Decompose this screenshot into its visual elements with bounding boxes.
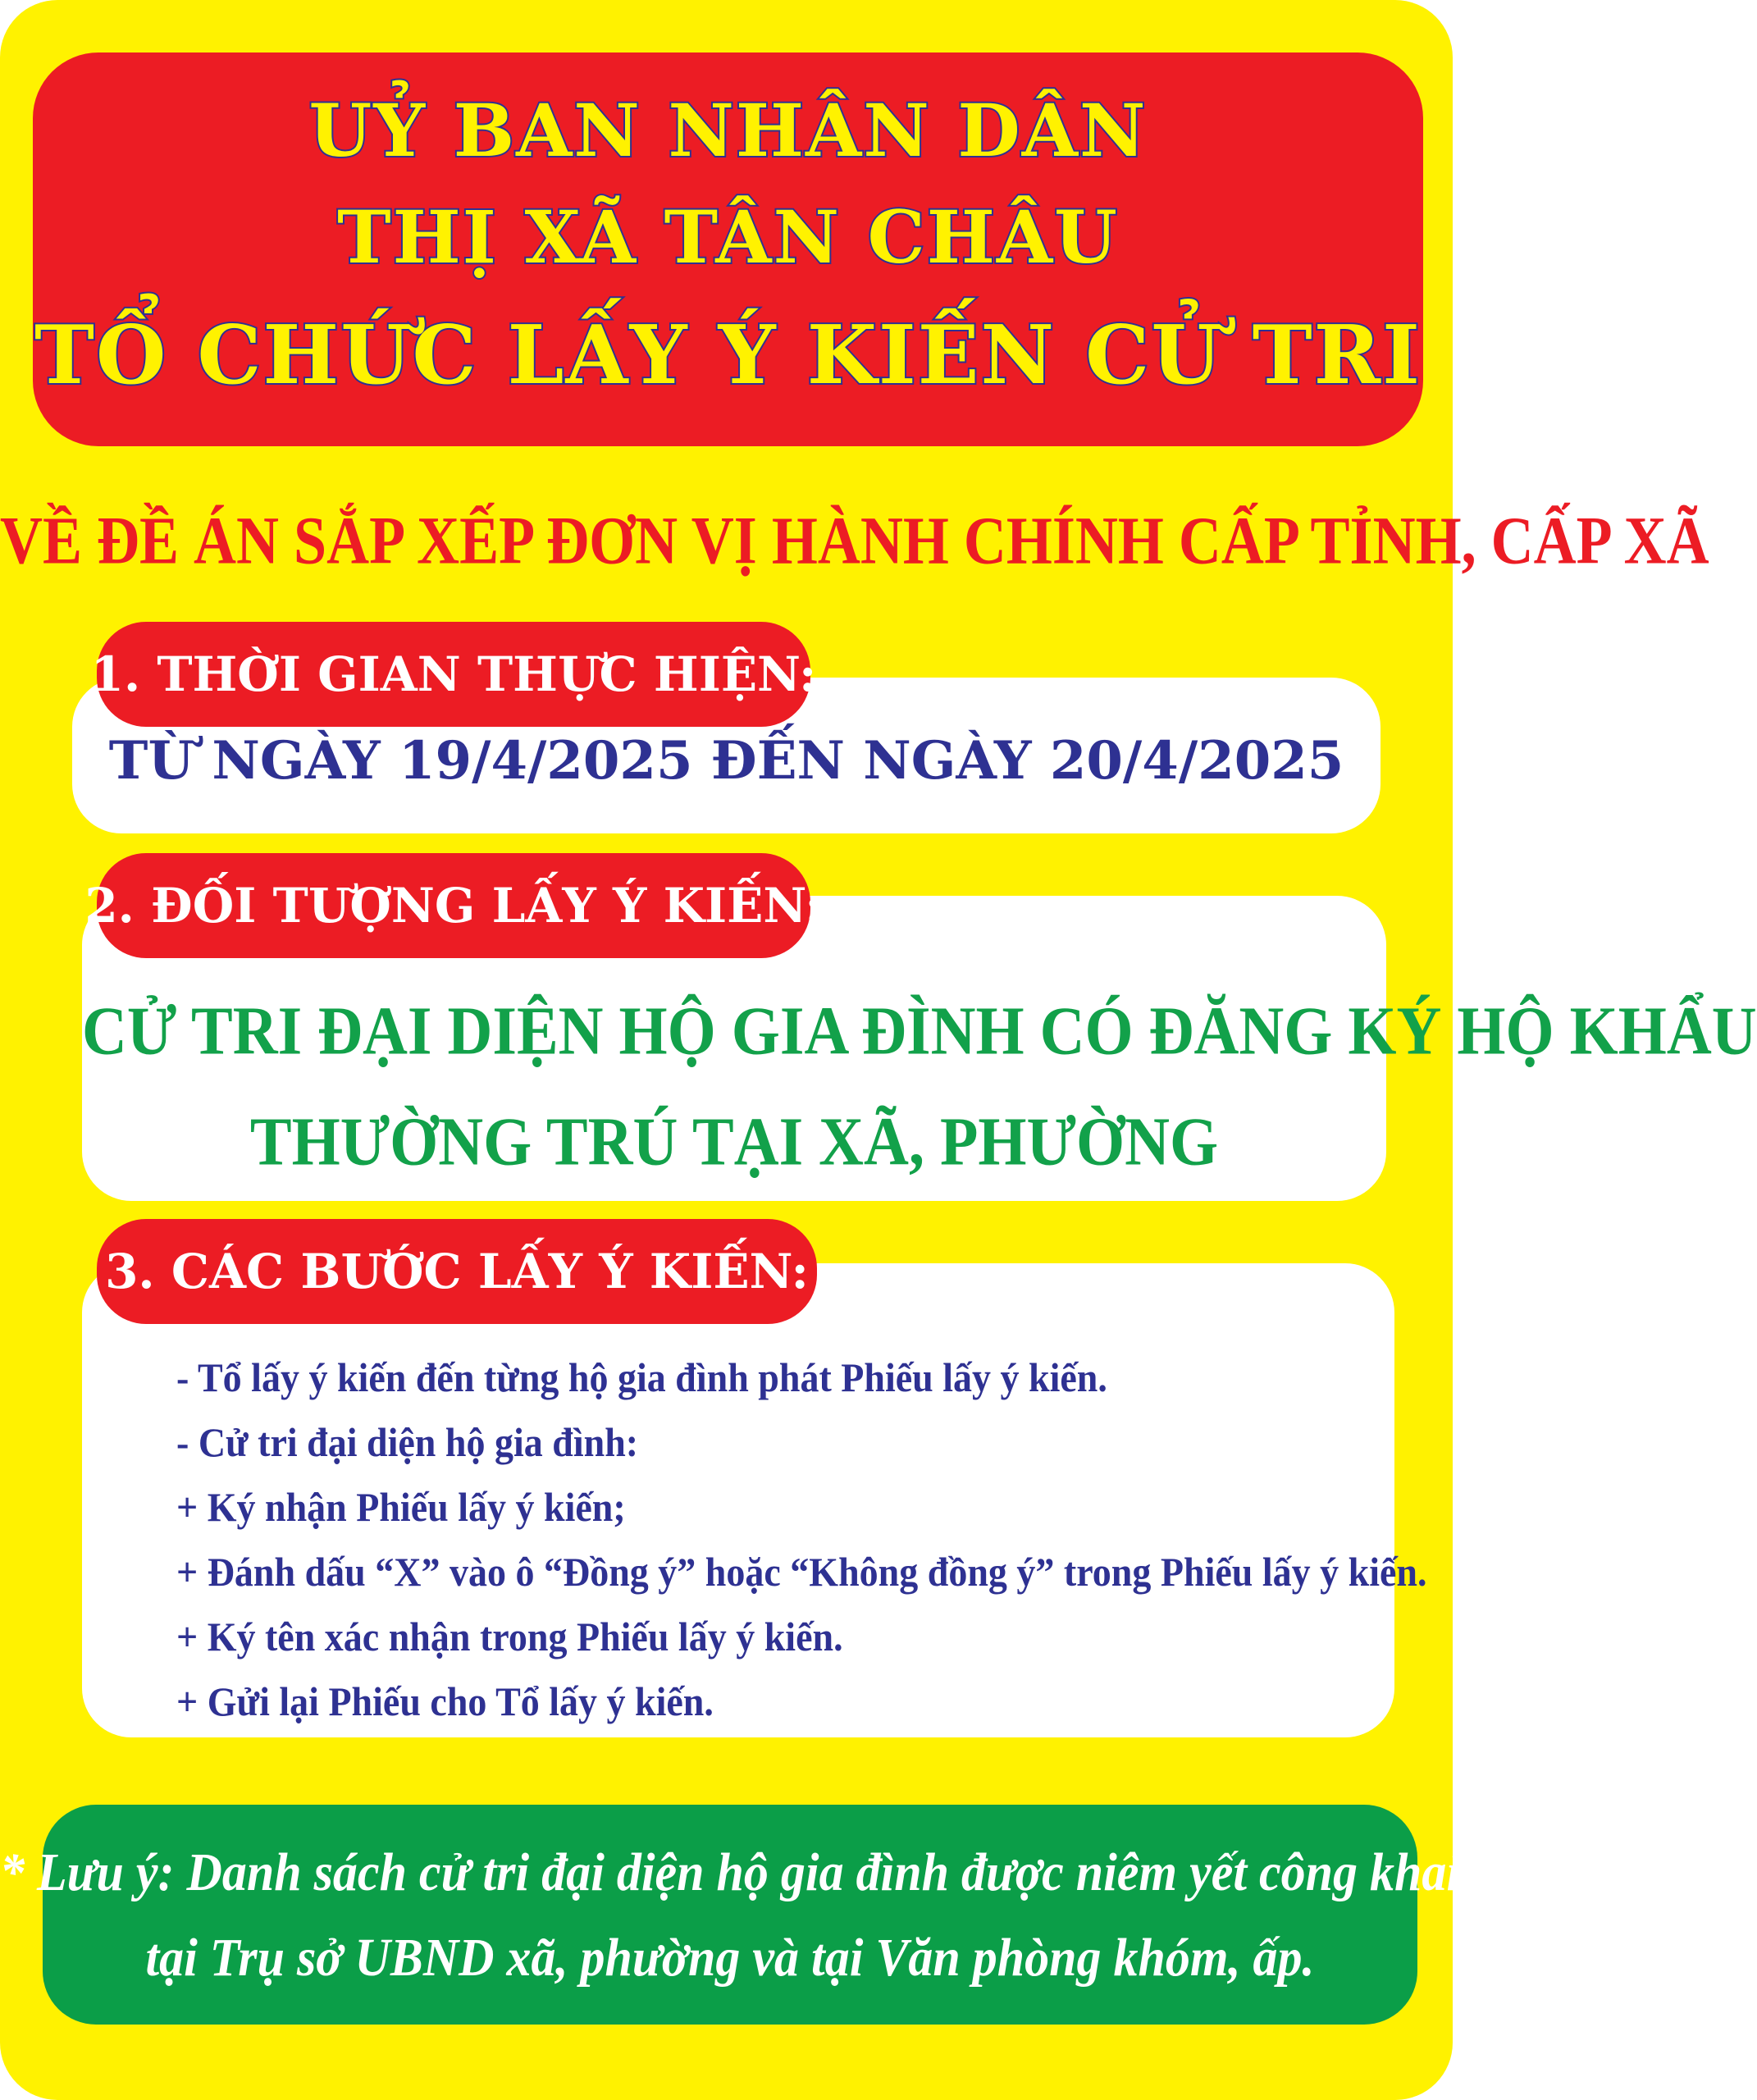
- note-line-2: tại Trụ sở UBND xã, phường và tại Văn phòng khóm, ấp.: [145, 1927, 1315, 1988]
- header-line-2: THỊ XÃ TÂN CHÂU: [337, 194, 1119, 280]
- step-item: - Tổ lấy ý kiến đến từng hộ gia đình phát Phiếu lấy ý kiến.: [176, 1354, 1107, 1401]
- step-item: + Ký nhận Phiếu lấy ý kiến;: [176, 1484, 626, 1531]
- step-item: + Đánh dấu “X” vào ô “Đồng ý” hoặc “Không đồng ý” trong Phiếu lấy ý kiến.: [176, 1549, 1427, 1596]
- header-banner: [33, 52, 1423, 446]
- step-item: - Cử tri đại diện hộ gia đình:: [176, 1419, 639, 1466]
- subtitle: VỀ ĐỀ ÁN SẮP XẾP ĐƠN VỊ HÀNH CHÍNH CẤP TỈNH, CẤP XÃ: [0, 502, 1709, 578]
- section-3-heading: 3. CÁC BƯỚC LẤY Ý KIẾN:: [97, 1219, 817, 1324]
- header-line-1: UỶ BAN NHÂN DÂN: [308, 88, 1148, 173]
- step-item: + Gửi lại Phiếu cho Tổ lấy ý kiến.: [176, 1678, 714, 1725]
- step-item: + Ký tên xác nhận trong Phiếu lấy ý kiến.: [176, 1614, 843, 1660]
- header-line-3: TỔ CHỨC LẤY Ý KIẾN CỬ TRI: [34, 308, 1422, 403]
- section-2-line-2: THƯỜNG TRÚ TẠI XÃ, PHƯỜNG: [249, 1103, 1219, 1180]
- section-2-content: [82, 976, 1757, 1198]
- section-2-line-1: CỬ TRI ĐẠI DIỆN HỘ GIA ĐÌNH CÓ ĐĂNG KÝ HỘ KHẨU: [82, 993, 1757, 1070]
- section-2-heading: 2. ĐỐI TƯỢNG LẤY Ý KIẾN:: [97, 853, 810, 958]
- note-box: [0, 1805, 1461, 2025]
- steps-list: [176, 1345, 1427, 1734]
- note-line-1: * Lưu ý: Danh sách cử tri đại diện hộ gia đình được niêm yết công khai: [0, 1842, 1461, 1902]
- section-1-heading: 1. THỜI GIAN THỰC HIỆN:: [97, 622, 810, 727]
- section-1-content: TỪ NGÀY 19/4/2025 ĐẾN NGÀY 20/4/2025: [108, 730, 1344, 792]
